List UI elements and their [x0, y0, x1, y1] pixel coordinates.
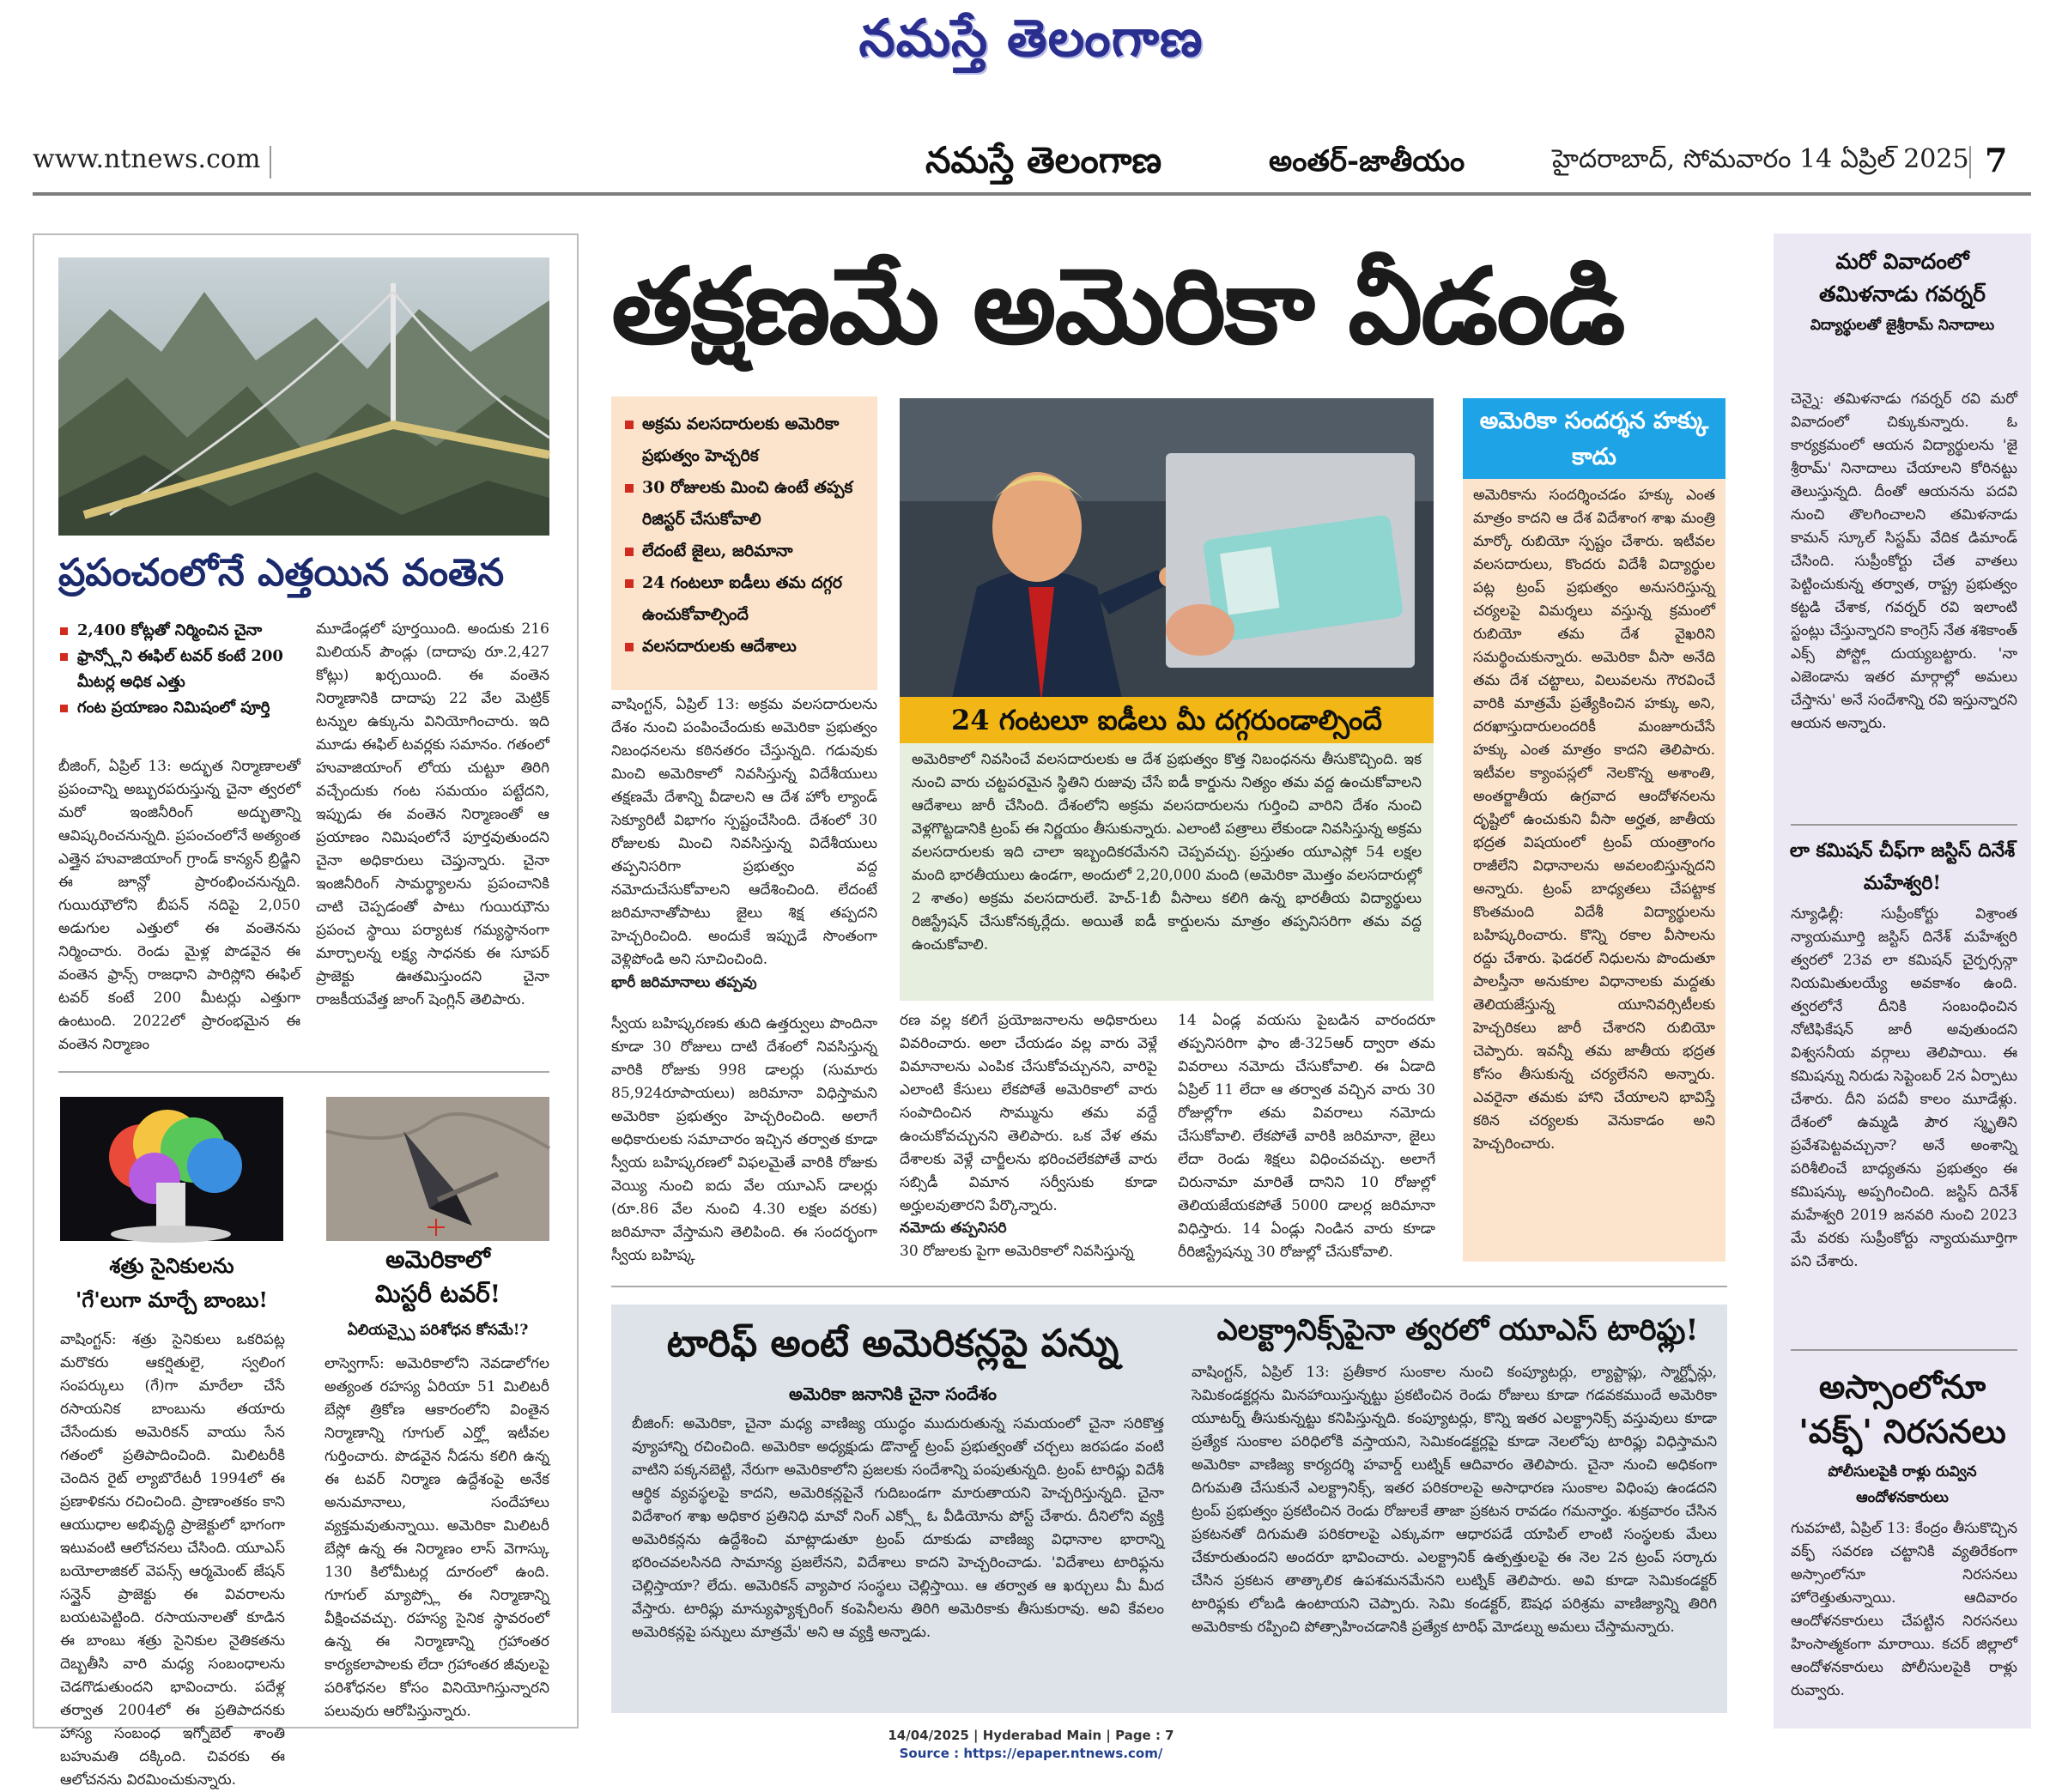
bridge-article-text: బీజింగ్, ఏప్రిల్ 13: అద్భుత నిర్మాణాలతో ప్రపంచాన్ని అబ్బురపరుస్తున్న చైనా త్వరలో మరో ఇంజినీరింగ్ అద్భుతాన్ని ఆవిష్కరించనున్నది. ప్రపంచంలోనే అత్యంత ఎత్తైన హువాజియాంగ్ గ్రాండ్ కాన్యన్ బ్రిడ్జిని ఈ జూన్లో ప్రారంభించనున్నది. గుయిఝౌలోని బీపన్ నదిపై 2,050 అడుగుల ఎత్తులో ఈ వంతెనను నిర్మించారు. రెండు మైళ్ల పొడవైన ఈ వంతెన ఫ్రాన్స్ రాజధాని పారిస్లోని ఈఫిల్ టవర్ కంటే 200 మీటర్లు ఎత్తుగా ఉంటుంది. 2022లో ప్రారంభమైన ఈ వంతెన నిర్మాణం: [58, 758, 300, 1053]
page-number: 7: [1985, 141, 2008, 179]
bullet-item: 2,400 కోట్లతో నిర్మించిన చైనా: [58, 618, 300, 644]
assam-article-title: [1786, 1365, 2019, 1454]
tower-photo-image: [326, 1097, 549, 1241]
bomb-article-text: వాషింగ్టన్: శత్రు సైనికులు ఒకరిపట్ల మరొకరు ఆకర్షితులై, స్వలింగ సంపర్కులు (గే)గా మారేలా చేసే రసాయనిక బాంబును తయారు చేసేందుకు అమెరికన్ వాయు సేన గతంలో ప్రతిపాదించింది. మిలిటరీకి చెందిన రైట్ ల్యాబొరేటరీ 1994లో ఈ ప్రణాళికను రచించింది. ప్రాణాంతకం కాని ఆయుధాల అభివృద్ధి ప్రాజెక్టులో భాగంగా ఇటువంటి ఆలోచనలు చేసింది. యూఎస్ బయోలాజికల్ వెపన్స్ ఆర్మమెంట్ జేషన్ సన్షైన్ ప్రాజెక్టు ఈ వివరాలను బయటపెట్టింది. రసాయనాలతో కూడిన ఈ బాంబు శత్రు సైనికుల నైతికతను దెబ్బతీసి వారి మధ్య సంబంధాలను చెడగొడుతుందని భావించారు. పదేళ్ల తర్వాత 2004లో ఈ ప్రతిపాదనకు హాస్య సంబంధ ఇగ్నోబెల్ శాంతి బహుమతి దక్కింది. చివరకు ఈ ఆలోచనను విరమించుకున్నారు.: [60, 1331, 285, 1789]
governor-article-text: చెన్నై: తమిళనాడు గవర్నర్ రవి మరో వివాదంలో చిక్కుకున్నారు. ఓ కార్యక్రమంలో ఆయన విద్యార్థులను 'జై శ్రీరామ్' నినాదాలు చేయాలని కోరినట్టు తెలుస్తున్నది. దీంతో ఆయనను పదవి నుంచి తొలగించాలని తమిళనాడు కామన్ స్కూల్ సిస్టమ్ వేదిక డిమాండ్ చేసింది. సుప్రీంకోర్టు చేత వాతలు పెట్టించుకున్న తర్వాత, రాష్ట్ర ప్రభుత్వం కట్టడి చేశాక, గవర్నర్ రవి ఇలాంటి స్టంట్లు చేస్తున్నారని కాంగ్రెస్ నేత శశికాంత్ ఎక్స్ పోస్ట్లో దుయ్యబట్టారు. 'నా ఎజెండాను ఇతర మార్గాల్లో అమలు చేస్తాను' అనే సందేశాన్ని రవి ఇస్తున్నారని ఆయన అన్నారు.: [1791, 390, 2017, 732]
tower-article-subtitle: ఏలియన్స్పై పరిశోధన కోసమే!?: [347, 1322, 529, 1339]
newspaper-logo: నమస్తే తెలంగాణ: [858, 9, 1204, 69]
bridge-photo-image: [58, 257, 549, 536]
title-line: శత్రు సైనికులను: [109, 1253, 234, 1278]
id-card-story-box: అమెరికాలో నివసించే వలసదారులకు ఆ దేశ ప్రభుత్వం కొత్త నిబంధనను తీసుకొచ్చింది. ఇక నుంచి వారు చట్టపరమైన స్థితిని రుజువు చేసే ఐడీ కార్డును నిత్యం తమ వద్ద ఉంచుకోవాలని ఆదేశాలు జారీ చేసింది. దేశంలోని అక్రమ వలసదారులను గుర్తించి వారిని దేశం నుంచి వెళ్లగొట్టడానికి ట్రంప్ ఈ నిర్ణయం తీసుకున్నారు. ఎలాంటి పత్రాలు లేకుండా నివసిస్తున్న అక్రమ వలసదారులకు ఇది చాలా ఇబ్బందికరమేనని చెప్పవచ్చు. ప్రస్తుతం యూఎస్లో 54 లక్షల మంది భారతీయులు ఉండగా, అందులో 2,20,000 మంది (అమెరికా మొత్తం వలసదారుల్లో 2 శాతం) అక్రమ వలసదారులే. హెచ్-1బీ వీసాలు కలిగి ఉన్న భారతీయ విద్యార్థులు రిజిస్ట్రేషన్ చేసుకోనక్కర్లేదు. అయితే ఐడీ కార్డులను మాత్రం తప్పనిసరిగా తమ వద్ద ఉంచుకోవాలి.: [900, 743, 1434, 1001]
bridge-photo: [58, 257, 549, 536]
main-story-text: స్వీయ బహిష్కరణకు తుది ఉత్తర్వులు పొందినా కూడా 30 రోజులు దాటి దేశంలో నివసిస్తున్న వారికి రోజుకు 998 డాలర్లు (సుమారు 85,924రూపాయలు) జరిమానా విధిస్తామని అమెరికా ప్రభుత్వం హెచ్చరించింది. అలాగే అధికారులకు సమాచారం ఇచ్చిన తర్వాత కూడా స్వీయ బహిష్కరణలో విఫలమైతే వారికి రోజుకు వెయ్యి నుంచి ఐదు వేల యూఎస్ డాలర్లు (రూ.86 వేల నుంచి 4.30 లక్షల వరకు) జరిమానా వేస్తామని తెలిపింది. ఈ సందర్భంగా స్వీయ బహిష్క: [611, 1015, 877, 1264]
assam-article-subtitle: పోలీసులపైకి రాళ్లు రువ్విన ఆందోళనకారులు: [1828, 1463, 1977, 1506]
law-commission-title: లా కమిషన్ చీఫ్‌గా జస్టిస్ దినేశ్ మహేశ్వరి!: [1789, 839, 2016, 894]
main-story-text: 30 రోజులకు పైగా అమెరికాలో నివసిస్తున్న: [900, 1243, 1134, 1260]
bridge-article-text-continued: మూడేండ్లలో పూర్తయింది. అందుకు 216 మిలియన్ పౌండ్లు (దాదాపు రూ.2,427 కోట్లు) ఖర్చయింది. ఈ వంతెన నిర్మాణానికి దాదాపు 22 వేల మెట్రిక్ టన్నుల ఉక్కును వినియోగించారు. ఇది మూడు ఈఫిల్ టవర్లకు సమానం. గతంలో హువాజియాంగ్ లోయ చుట్టూ తిరిగి వచ్చేందుకు గంట సమయం పట్టేదని, ఇప్పుడు ఈ వంతెన నిర్మాణంతో ఆ ప్రయాణం నిమిషంలోనే పూర్తవుతుందని చైనా అధికారులు చెప్తున్నారు. చైనా ఇంజినీరింగ్ సామర్థ్యాలను ప్రపంచానికి చాటి చెప్పడంతో పాటు గుయిఝౌను ప్రపంచ స్థాయి పర్యాటక గమ్యస్థానంగా మార్చాలన్న లక్ష్య సాధనకు ఈ సూపర్ ప్రాజెక్టు ఊతమిస్తుందని చైనా రాజకీయవేత్త జాంగ్ షెంగ్లిన్ తెలిపారు.: [316, 621, 549, 1008]
bullet-item: ఫ్రాన్స్లోని ఈఫిల్ టవర్ కంటే 200 మీటర్ల అధిక ఎత్తు: [58, 644, 300, 695]
masthead: [0, 0, 2062, 77]
bomb-photo: [60, 1097, 283, 1241]
title-line: 'గే'లుగా మార్చే బాంబు!: [76, 1287, 268, 1312]
bridge-bullet-list: [58, 618, 300, 721]
bomb-article-title: [60, 1249, 283, 1317]
header-brand: నమస్తే తెలంగాణ: [925, 139, 1162, 181]
divider: [1791, 824, 2017, 826]
rights-box-text: అమెరికాను సందర్శించడం హక్కు ఎంత మాత్రం కాదని ఆ దేశ విదేశాంగ శాఖ మంత్రి మార్కో రుబియో స్పష్టం చేశారు. ఇటీవల వలసదారులు, కొందరు విదేశీ విద్యార్థుల పట్ల ట్రంప్ ప్రభుత్వం అనుసరిస్తున్న చర్యలపై విమర్శలు వస్తున్న క్రమంలో రుబియో తమ దేశ వైఖరిని సమర్థించుకున్నారు. అమెరికా వీసా అనేది తమ దేశ చట్టాలు, విలువలను గౌరవించే వారికి మాత్రమే ప్రత్యేకించిన హక్కు అని, దరఖాస్తుదారులందరికీ మంజూరుచేసే హక్కు ఎంత మాత్రం కాదని తెలిపారు. ఇటీవల క్యాంపస్లలో నెలకొన్న అశాంతి, అంతర్జాతీయ ఉగ్రవాద ఆందోళనలను దృష్టిలో ఉంచుకుని వీసా అర్హత, జాతీయ భద్రత విషయంలో ట్రంప్ యంత్రాంగం రాజీలేని విధానాలను అవలంబిస్తున్నదని అన్నారు. ట్రంప్ బాధ్యతలు చేపట్టాక కొంతమంది విదేశీ విద్యార్థులను బహిష్కరించారు. కొన్ని రకాల వీసాలను రద్దు చేశారు. ఫెడరల్ నిధులను పొందుతూ పాలస్తీనా అనుకూల విధానాలకు మద్దతు తెలియజేస్తున్న యూనివర్సిటీలకు హెచ్చరికలు జారీ చేశారని రుబియో చెప్పారు. ఇవన్నీ తమ జాతీయ భద్రత కోసం తీసుకున్న చర్యలేనని అన్నారు. ఎవరైనా తమకు హాని చేయాలని భావిస్తే కఠిన చర్యలకు వెనుకాడం అని హెచ్చరించారు.: [1463, 479, 1725, 1262]
electronics-article-title: ఎలక్ట్రానిక్స్‌పైనా త్వరలో యూఎస్ టారిఫ్లు!: [1216, 1313, 1699, 1347]
divider: [1791, 1349, 2017, 1351]
title-line: 'వక్ఫ్' నిరసనలు: [1798, 1412, 2006, 1450]
governor-article-subtitle: విద్యార్థులతో జైశ్రీరామ్ నినాదాలు: [1810, 317, 1995, 334]
photo-caption-band: 24 గంటలూ ఐడీలు మీ దగ్గరుండాల్సిందే: [900, 697, 1434, 743]
bullet-item: 24 గంటలూ ఐడీలు తమ దగ్గర ఉంచుకోవాల్సిందే: [620, 567, 869, 631]
governor-article-title: మరో వివాదంలో తమిళనాడు గవర్నర్: [1818, 249, 1986, 306]
bullet-item: గంట ప్రయాణం నిమిషంలో పూర్తి: [58, 695, 300, 721]
title-line: అమెరికాలో: [385, 1245, 490, 1274]
bullet-item: 30 రోజులకు మించి ఉంటే తప్పక రిజిస్టర్ చేసుకోవాలి: [620, 472, 869, 536]
tariff-article-text: బీజింగ్: అమెరికా, చైనా మధ్య వాణిజ్య యుద్ధం ముదురుతున్న సమయంలో చైనా సరికొత్త వ్యూహాన్ని రచించింది. అమెరికా అధ్యక్షుడు డొనాల్డ్ ట్రంప్ ప్రభుత్వంతో చర్చలు జరపడం వంటి వాటిని పక్కనబెట్టి, నేరుగా అమెరికాలోని ప్రజలకు సందేశాన్ని పంపుతున్నది. ట్రంప్ టారిఫ్లు విదేశీ ఆర్థిక వ్యవస్థలపై కాదని, అమెరికన్లపైనే గుదిబండగా మారుతాయని హెచ్చరిస్తున్నది. చైనా విదేశాంగ శాఖ అధికార ప్రతినిధి మావో నింగ్ ఎక్స్లో ఓ వీడియోను పోస్ట్ చేశారు. దీనిలోని వ్యక్తి అమెరికన్లను ఉద్దేశించి మాట్లాడుతూ ట్రంప్ దూకుడు వాణిజ్య విధానాల భారాన్ని భరించవలసినది సామాన్య ప్రజలేనని, విదేశాలు కాదని హెచ్చరించాడు. 'విదేశాలు టారిఫ్లను చెల్లిస్తాయా? లేదు. అమెరికన్ వ్యాపార సంస్థలు చెల్లిస్తాయి. ఆ తర్వాత ఆ ఖర్చులు మీ మీద వేస్తారు. టారిఫ్లు మాన్యుఫ్యాక్చరింగ్ కంపెనీలను తిరిగి అమెరికాకు తీసుకురావు. అవి కేవలం అమెరికన్లపై పన్నులు మాత్రమే' అని ఆ వ్యక్తి అన్నాడు.: [632, 1415, 1164, 1641]
divider: [611, 1286, 1727, 1287]
title-line: అస్సాంలోనూ: [1818, 1367, 1986, 1406]
page-header: [33, 136, 2031, 196]
electronics-article-text: వాషింగ్టన్, ఏప్రిల్ 13: ప్రతీకార సుంకాల నుంచి కంప్యూటర్లు, ల్యాప్టాప్లు, స్మార్ట్ఫోన్లు, సెమికండక్టర్లను మినహాయిస్తున్నట్టు ప్రకటించిన రెండు రోజులు కూడా గడవకముందే అమెరికా యూటర్న్ తీసుకున్నట్టు కనిపిస్తున్నది. కంప్యూటర్లు, కొన్ని ఇతర ఎలక్ట్రానిక్స్ వస్తువులు కూడా ప్రత్యేక సుంకాల పరిధిలోకి వస్తాయని, సెమికండక్టర్లపై కూడా నెలలోపు టారిఫ్లు విధిస్తామని అమెరికా వాణిజ్య కార్యదర్శి హవార్డ్ లుట్నిక్ ఆదివారం తెలిపారు. చైనా నుంచి అధికంగా దిగుమతి చేసుకునే ఎలక్ట్రానిక్స్, ఇతర పరికరాలపై అసాధారణ సుంకాల విధింపు ఉండదని ట్రంప్ ప్రభుత్వం ప్రకటించిన రెండు రోజులకే తాజా ప్రకటన రావడం గమనార్హం. శుక్రవారం చేసిన ప్రకటనతో దిగుమతి పరికరాలపై ఎక్కువగా ఆధారపడే యాపిల్ లాంటి సంస్థలకు మేలు చేకూరుతుందని అందరూ భావించారు. ఎలక్ట్రానిక్ ఉత్పత్తులపై ఈ నెల 2న ట్రంప్ సర్కారు చేసిన ప్రకటన తాత్కాలిక ఉపశమనమేనని లుట్నిక్ తెలిపారు. అవి కూడా సెమికండక్టర్ టారిఫ్లకు లోబడి ఉంటాయని చెప్పారు. సెమి కండక్టర్, ఔషధ పరిశ్రమ వాణిజ్యాన్ని తిరిగి అమెరికాకు రప్పించి పోత్సాహించడానికి ప్రత్యేక టారిఫ్ మోడల్ను అమలు చేస్తామన్నారు.: [1192, 1364, 1717, 1636]
footer-meta: 14/04/2025 | Hyderabad Main | Page : 7: [888, 1728, 1174, 1743]
tower-article-title: [326, 1243, 549, 1311]
bullet-item: అక్రమ వలసదారులకు అమెరికా ప్రభుత్వం హెచ్చరిక: [620, 409, 869, 472]
trump-photo-image: [900, 398, 1434, 702]
divider: [1969, 146, 1971, 179]
main-headline: తక్షణమే అమెరికా వీడండి: [611, 245, 1624, 367]
page-footer: [0, 1727, 2062, 1763]
assam-article-text: గువహటి, ఏప్రిల్ 13: కేంద్రం తీసుకొచ్చిన వక్ఫ్ సవరణ చట్టానికి వ్యతిరేకంగా అస్సాంలోనూ నిరసనలు హోరెత్తుతున్నాయి. ఆదివారం ఆందోళనకారులు చేపట్టిన నిరసనలు హింసాత్మకంగా మారాయి. కచర్ జిల్లాలో ఆందోళనకారులు పోలీసులపైకి రాళ్లు రువ్వారు.: [1791, 1520, 2017, 1699]
main-story-text: వాషింగ్టన్, ఏప్రిల్ 13: అక్రమ వలసదారులను దేశం నుంచి పంపించేందుకు అమెరికా ప్రభుత్వం నిబంధనలను కఠినతరం చేస్తున్నది. గడువుకు మించి అమెరికాలో నివసిస్తున్న విదేశీయులు తక్షణమే దేశాన్ని వీడాలని ఆ దేశ హోం ల్యాండ్ సెక్యూరిటీ విభాగం స్పష్టంచేసింది. దేశంలో 30 రోజులకు మించి నివసిస్తున్న విదేశీయులు తప్పనిసరిగా ప్రభుత్వం వద్ద నమోదుచేసుకోవాలని ఆదేశించింది. లేదంటే జరిమానాతోపాటు జైలు శిక్ష తప్పదని హెచ్చరించింది. అందుకే ఇప్పుడే సొంతంగా వెళ్లిపోండి అని సూచించింది.: [611, 696, 877, 968]
rights-box-title: అమెరికా సందర్శన హక్కు కాదు: [1463, 398, 1725, 479]
section-name: అంతర్-జాతీయం: [1269, 144, 1465, 179]
divider: [270, 146, 271, 179]
tower-article-text: లాస్వెగాస్: అమెరికాలోని నెవడాలోగల అత్యంత రహస్య ఏరియా 51 మిలిటరీ బేస్లో త్రికోణ ఆకారంలోని వింతైన నిర్మాణాన్ని గూగుల్ ఎర్త్లో ఇటీవల గుర్తించారు. పొడవైన నీడను కలిగి ఉన్న ఈ టవర్ నిర్మాణ ఉద్దేశంపై అనేక అనుమానాలు, సందేహాలు వ్యక్తమవుతున్నాయి. అమెరికా మిలిటరీ బేస్లో ఉన్న ఈ నిర్మాణం లాస్ వెగాస్కు 130 కిలోమీటర్ల దూరంలో ఉంది. గూగుల్ మ్యాప్స్లో ఈ నిర్మాణాన్ని వీక్షించవచ్చు. రహస్య సైనిక స్థావరంలో ఉన్న ఈ నిర్మాణాన్ని గ్రహాంతర కార్యకలాపాలకు లేదా గ్రహాంతర జీవులపై పరిశోధనల కోసం వినియోగిస్తున్నారని పలువురు ఆరోపిస్తున్నారు.: [324, 1355, 549, 1720]
bridge-article-title: ప్రపంచంలోనే ఎత్తయిన వంతెన: [58, 551, 505, 595]
title-line: మిస్టరీ టవర్!: [374, 1280, 501, 1308]
website-link[interactable]: www.ntnews.com: [33, 144, 261, 174]
dateline: హైదరాబాద్, సోమవారం 14 ఏప్రిల్ 2025: [1552, 144, 1969, 174]
tariff-article-subtitle: అమెరికా జనానికి చైనా సందేశం: [789, 1383, 997, 1404]
tower-photo: [326, 1097, 549, 1241]
main-story-column-1: [611, 693, 877, 991]
subhead: నమోదు తప్పనిసరి: [900, 1220, 1007, 1237]
tariff-article-title: టారిఫ్ అంటే అమెరికన్లపై పన్ను: [666, 1322, 1119, 1365]
main-story-text: 14 ఏండ్ల వయసు పైబడిన వారందరూ తప్పనిసరిగా ఫాం జీ-325ఆర్ ద్వారా తమ వివరాలు నమోదు చేసుకోవాలి. ఈ ఏడాది ఏప్రిల్ 11 లేదా ఆ తర్వాత వచ్చిన వారు 30 రోజుల్లోగా తమ వివరాలు నమోదు చేసుకోవాలి. లేకపోతే వారికి జరిమానా, జైలు లేదా రెండు శిక్షలు విధించవచ్చు. అలాగే చిరునామా మారితే దానిని 10 రోజుల్లో తెలియజేయకపోతే 5000 డాలర్ల జరిమానా విధిస్తారు. 14 ఏండ్లు నిండిన వారు కూడా రీరిజిస్ట్రేషన్ను 30 రోజుల్లో చేసుకోవాలి.: [1178, 1012, 1435, 1261]
main-story-text: రణ వల్ల కలిగే ప్రయోజనాలను అధికారులు వివరించారు. అలా చేయడం వల్ల వారు వెళ్లే విమానాలను ఎంపిక చేసుకోవచ్చునని, వారిపై ఎలాంటి కేసులు లేకపోతే అమెరికాలో వారు సంపాదించిన సొమ్మును తమ వద్దే ఉంచుకోవచ్చునని తెలిపారు. ఒక వేళ తమ దేశాలకు వెళ్లే చార్జీలను భరించలేకపోతే వారు సబ్సిడీ విమాన సర్వీసుకు కూడా అర్హులవుతారని పేర్కొన్నారు.: [900, 1012, 1157, 1214]
main-story-column-2-end: [900, 1217, 1157, 1272]
bullet-item: వలసదారులకు ఆదేశాలు: [620, 631, 869, 663]
bullet-item: లేదంటే జైలు, జరిమానా: [620, 536, 869, 567]
footer-source-link[interactable]: Source : https://epaper.ntnews.com/: [899, 1746, 1163, 1761]
trump-photo: [900, 398, 1434, 702]
law-commission-text: న్యూఢిల్లీ: సుప్రీంకోర్టు విశ్రాంత న్యాయమూర్తి జస్టిస్ దినేశ్ మహేశ్వరి త్వరలో 23వ లా కమిషన్ చైర్పర్సన్గా నియమితులయ్యే అవకాశం ఉంది. త్వరలోనే దీనికి సంబంధించిన నోటిఫికేషన్ జారీ అవుతుందని విశ్వసనీయ వర్గాలు తెలిపాయి. ఈ కమిషన్ను నిరుడు సెప్టెంబర్ 2న ఏర్పాటు చేశారు. దీని పదవీ కాలం మూడేళ్లు. దేశంలో ఉమ్మడి పౌర స్మృతిని ప్రవేశపెట్టవచ్చునా? అనే అంశాన్ని పరిశీలించే బాధ్యతను ప్రభుత్వం ఈ కమిషన్కు అప్పగించింది. జస్టిస్ దినేశ్ మహేశ్వరి 2019 జనవరి నుంచి 2023 మే వరకు సుప్రీంకోర్టు న్యాయమూర్తిగా పని చేశారు.: [1791, 905, 2017, 1270]
main-bullet-box: [611, 397, 877, 690]
bomb-photo-image: [60, 1097, 283, 1241]
divider: [58, 1071, 549, 1073]
subhead: భారీ జరిమానాలు తప్పవు: [611, 974, 757, 991]
